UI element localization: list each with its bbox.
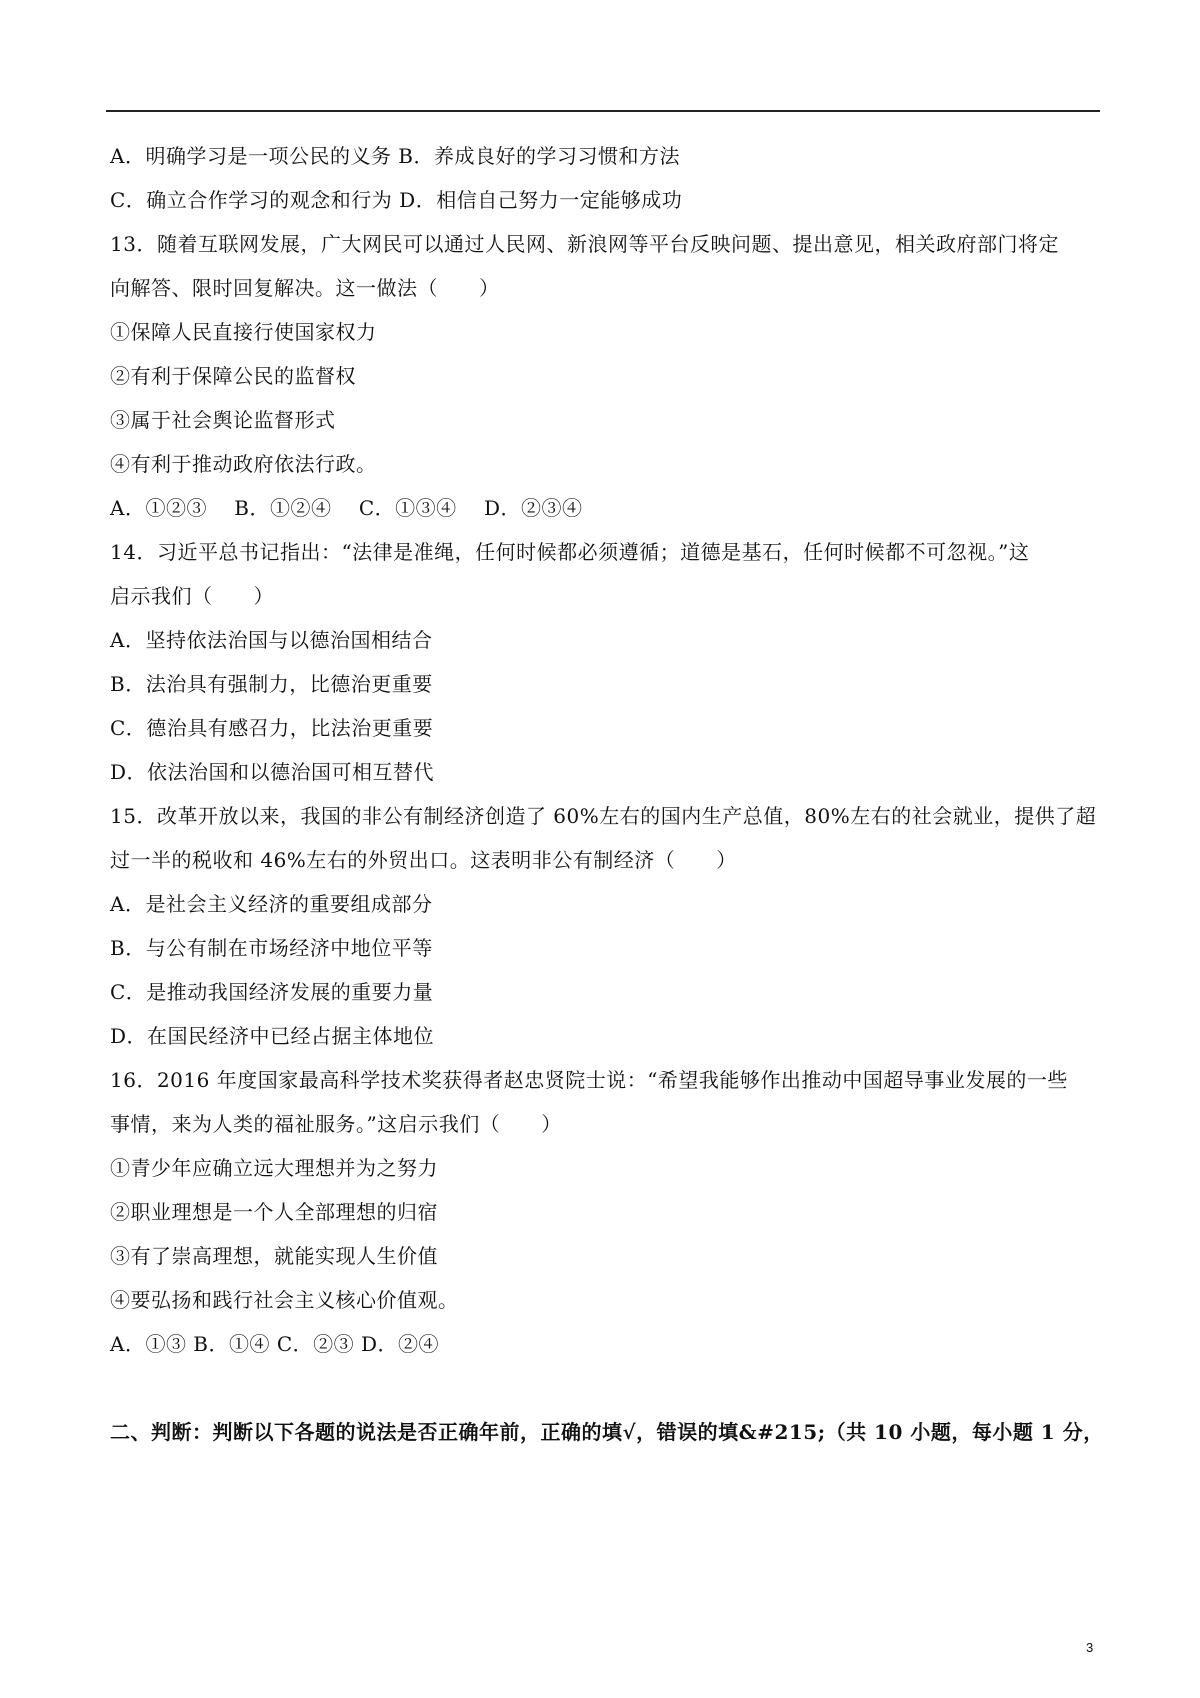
question-line: D．在国民经济中已经占据主体地位: [110, 1024, 435, 1048]
question-line: 15．改革开放以来，我国的非公有制经济创造了 60%左右的国内生产总值，80%左右的社会就业，提供了超: [110, 804, 1097, 828]
question-line: ④要弘扬和践行社会主义核心价值观。: [110, 1288, 459, 1312]
section-heading: 二、判断：判断以下各题的说法是否正确年前，正确的填√，错误的填&#215;（共 10 小题，每小题 1 分，: [110, 1420, 1104, 1444]
page-number: 3: [1086, 1640, 1094, 1655]
question-line: A．①③ B．①④ C．②③ D．②④: [110, 1332, 440, 1356]
question-line: ③属于社会舆论监督形式: [110, 408, 336, 432]
question-line: 14．习近平总书记指出：“法律是准绳，任何时候都必须遵循；道德是基石，任何时候都不可忽视。”这: [110, 540, 1030, 564]
question-line: 过一半的税收和 46%左右的外贸出口。这表明非公有制经济（ ）: [110, 848, 737, 872]
question-line: C．是推动我国经济发展的重要力量: [110, 980, 434, 1004]
question-line: C．德治具有感召力，比法治更重要: [110, 716, 434, 740]
question-line: ③有了崇高理想，就能实现人生价值: [110, 1244, 438, 1268]
question-line: ②职业理想是一个人全部理想的归宿: [110, 1200, 438, 1224]
question-line: B．与公有制在市场经济中地位平等: [110, 936, 433, 960]
question-line: ①青少年应确立远大理想并为之努力: [110, 1156, 438, 1180]
question-line: ④有利于推动政府依法行政。: [110, 452, 377, 476]
question-line: B．法治具有强制力，比德治更重要: [110, 672, 433, 696]
question-line: A．①②③ B．①②④ C．①③④ D．②③④: [110, 496, 583, 520]
question-line: 13．随着互联网发展，广大网民可以通过人民网、新浪网等平台反映问题、提出意见，相关政府部门将定: [110, 232, 1059, 256]
question-line: A．是社会主义经济的重要组成部分: [110, 892, 433, 916]
question-line: C．确立合作学习的观念和行为 D．相信自己努力一定能够成功: [110, 188, 683, 212]
header-rule: [106, 110, 1100, 112]
question-line: D．依法治国和以德治国可相互替代: [110, 760, 435, 784]
question-line: ①保障人民直接行使国家权力: [110, 320, 377, 344]
question-line: A．明确学习是一项公民的义务 B．养成良好的学习习惯和方法: [110, 144, 680, 168]
question-line: 事情，来为人类的福祉服务。”这启示我们（ ）: [110, 1112, 562, 1136]
question-line: ②有利于保障公民的监督权: [110, 364, 356, 388]
question-line: 16．2016 年度国家最高科学技术奖获得者赵忠贤院士说：“希望我能够作出推动中国超导事业发展的一些: [110, 1068, 1068, 1092]
question-line: A．坚持依法治国与以德治国相结合: [110, 628, 433, 652]
question-line: 启示我们（ ）: [110, 584, 274, 608]
question-line: 向解答、限时回复解决。这一做法（ ）: [110, 276, 500, 300]
